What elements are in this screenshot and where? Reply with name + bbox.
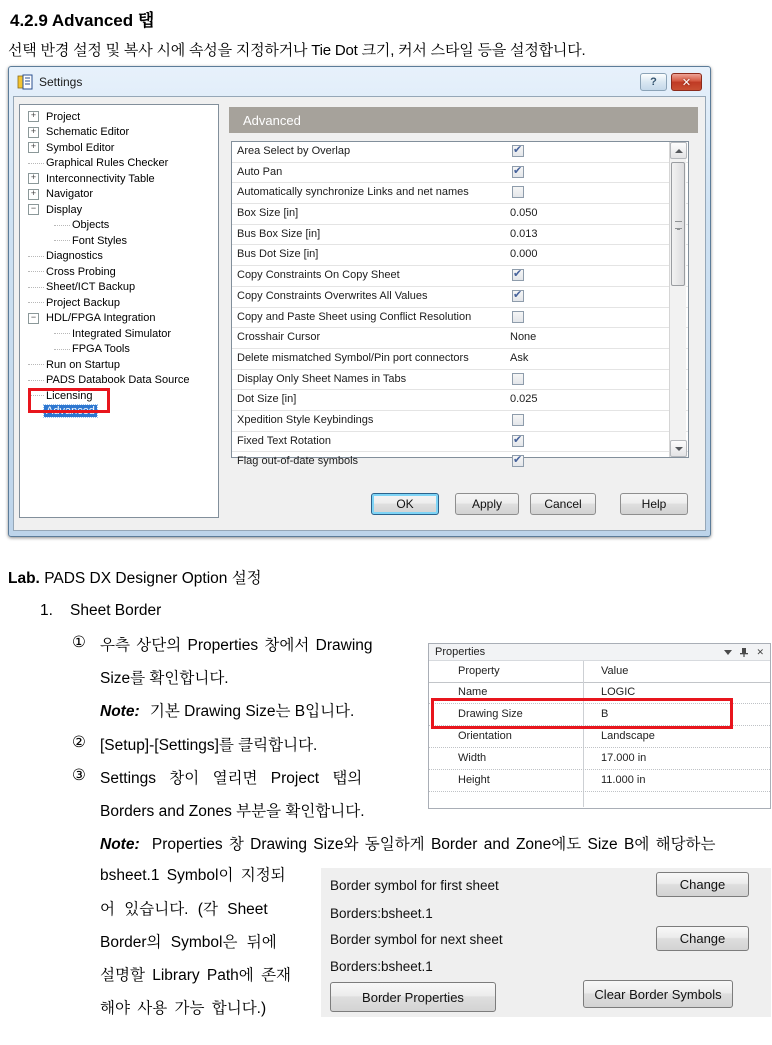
property-name: Orientation [458, 730, 512, 742]
lab-label: Lab. [8, 570, 40, 587]
property-value[interactable]: Landscape [601, 730, 655, 742]
tree-connector [28, 163, 44, 164]
property-row-height[interactable] [429, 770, 770, 792]
property-value[interactable]: 11.000 in [601, 774, 646, 786]
property-row-empty [429, 792, 770, 813]
tree-item-label: Symbol Editor [46, 141, 115, 154]
tree-item-label: Font Styles [72, 234, 128, 247]
step3-marker: ③ [72, 767, 86, 784]
tree-item-label: Run on Startup [46, 358, 120, 371]
apply-button[interactable]: Apply [455, 493, 519, 515]
step-number: 1. [40, 602, 53, 619]
step3-line1: Settings 창이 열리면 Project 탭의 [100, 770, 363, 787]
lab-heading [8, 566, 262, 588]
step2-line1: [Setup]-[Settings]를 클릭합니다. [100, 737, 318, 754]
tree-item-label: Cross Probing [46, 265, 116, 278]
option-label: Auto Pan [237, 165, 283, 178]
intro-text: 선택 반경 설정 및 복사 시에 속성을 지정하거나 Tie Dot 크기, 커서 스타일 등을 설정합니다. [8, 42, 586, 59]
option-label: Delete mismatched Symbol/Pin port connectors [237, 351, 469, 364]
note2-text: Properties 창 Drawing Size와 동일하게 Border and Zone에도 Size B에 해당하는 [151, 836, 716, 853]
tree-connector [28, 256, 44, 257]
tree-connector [28, 380, 44, 381]
ok-button[interactable]: OK [371, 493, 439, 515]
panel-header [229, 107, 698, 133]
step1-marker: ① [72, 634, 86, 651]
panel-close-icon[interactable]: ✕ [756, 646, 764, 657]
tree-connector [28, 271, 44, 272]
thumb-grip-icon [675, 221, 682, 229]
option-row-bus-dot-size-in[interactable] [232, 245, 688, 266]
checkbox-checked-icon[interactable] [512, 145, 524, 157]
tree-connector [54, 349, 70, 350]
property-value[interactable]: 17.000 in [601, 752, 647, 764]
option-label: Display Only Sheet Names in Tabs [237, 372, 407, 385]
note2-label: Note: [100, 836, 140, 853]
option-row-delete-mismatched-symbol-pin-port-connectors[interactable] [232, 349, 688, 370]
border-properties-button[interactable]: Border Properties [330, 982, 496, 1012]
expand-plus-icon[interactable]: + [28, 142, 39, 153]
change-first-button[interactable]: Change [656, 872, 749, 897]
note-label: Note: [100, 703, 140, 720]
page-title: 4.2.9 Advanced 탭 [10, 11, 155, 30]
tree-item-hdl-fpga-integration[interactable] [20, 311, 218, 327]
lab-title-text: PADS DX Designer Option 설정 [44, 570, 262, 587]
check-icon: ✔ [513, 144, 523, 156]
property-value[interactable]: B [601, 708, 609, 720]
option-row-automatically-synchronize-links-and-net-names[interactable] [232, 183, 688, 204]
option-label: Box Size [in] [237, 207, 299, 220]
tree-item-schematic-editor[interactable] [20, 125, 218, 141]
tree-item-pads-databook-data-source[interactable] [20, 373, 218, 389]
dialog-title: Settings [39, 75, 83, 89]
border-first-value: Borders:bsheet.1 [330, 906, 433, 921]
option-row-copy-and-paste-sheet-using-conflict-resolution[interactable] [232, 308, 688, 329]
option-label: Copy Constraints On Copy Sheet [237, 269, 400, 282]
tree-connector [54, 333, 70, 334]
border-panel [321, 868, 771, 1017]
option-row-auto-pan[interactable] [232, 163, 688, 184]
annotation-red-box-drawing-size [431, 698, 733, 729]
border-next-label: Border symbol for next sheet [330, 932, 503, 947]
tree-item-run-on-startup[interactable] [20, 357, 218, 373]
cont-line-3: Border의 Symbol은 뒤에 [100, 934, 277, 951]
checkbox-unchecked-icon[interactable] [512, 373, 524, 385]
option-value[interactable]: 0.050 [510, 207, 538, 220]
checkbox-unchecked-icon[interactable] [512, 311, 524, 323]
tree-item-fpga-tools[interactable] [20, 342, 218, 358]
option-row-xpedition-style-keybindings[interactable] [232, 411, 688, 432]
property-row-orientation[interactable] [429, 726, 770, 748]
cont-line-1: bsheet.1 Symbol이 지정되 [100, 867, 286, 884]
tree-item-label: Project Backup [46, 296, 120, 309]
option-value[interactable]: 0.013 [510, 227, 538, 240]
check-icon: ✔ [513, 433, 523, 446]
cancel-button[interactable]: Cancel [530, 493, 596, 515]
help-icon: ? [650, 76, 657, 88]
tree-item-interconnectivity-table[interactable] [20, 171, 218, 187]
option-label: Bus Dot Size [in] [237, 248, 319, 261]
properties-titlebar[interactable] [429, 644, 770, 661]
scroll-up-button[interactable] [670, 142, 687, 159]
step1-line1: 우측 상단의 Properties 창에서 Drawing [100, 637, 373, 654]
cont-line-5: 해야 사용 가능 합니다.) [100, 1000, 267, 1017]
annotation-red-box-advanced [28, 388, 110, 413]
step1-note [100, 699, 354, 721]
close-button[interactable] [671, 73, 702, 91]
option-label: Copy Constraints Overwrites All Values [237, 289, 428, 302]
properties-header [429, 661, 770, 683]
tree-item-integrated-simulator[interactable] [20, 326, 218, 342]
tree-item-label: HDL/FPGA Integration [46, 312, 156, 325]
lab-note2 [100, 832, 716, 854]
step-title: Sheet Border [70, 602, 162, 619]
checkbox-unchecked-icon[interactable] [512, 414, 524, 426]
checkbox-checked-icon[interactable] [512, 435, 524, 447]
checkbox-unchecked-icon[interactable] [512, 186, 524, 198]
option-label: Fixed Text Rotation [237, 434, 331, 447]
scroll-down-icon [675, 447, 683, 451]
settings-window-icon [17, 74, 33, 90]
scrollbar-thumb[interactable] [671, 162, 685, 286]
expand-plus-icon[interactable]: + [28, 189, 39, 200]
expand-minus-icon[interactable]: − [28, 204, 39, 215]
expand-minus-icon[interactable]: − [28, 313, 39, 324]
option-row-copy-constraints-on-copy-sheet[interactable] [232, 266, 688, 287]
checkbox-checked-icon[interactable] [512, 290, 524, 302]
options-scrollbar[interactable] [669, 142, 686, 457]
tree-item-symbol-editor[interactable] [20, 140, 218, 156]
property-name: Height [458, 774, 490, 786]
tree-connector [54, 240, 70, 241]
cont-line-4: 설명할 Library Path에 존재 [100, 967, 292, 984]
step1-line2: Size를 확인합니다. [100, 670, 229, 687]
dialog-titlebar[interactable] [11, 69, 708, 95]
pin-icon[interactable] [740, 648, 748, 657]
settings-tree [19, 104, 219, 518]
help-dialog-button[interactable]: Help [620, 493, 688, 515]
option-row-box-size-in[interactable] [232, 204, 688, 225]
tree-item-label: FPGA Tools [72, 343, 130, 356]
chevron-down-icon[interactable] [724, 649, 732, 655]
property-value[interactable]: LOGIC [601, 686, 636, 698]
tree-item-sheet-ict-backup[interactable] [20, 280, 218, 296]
tree-item-objects[interactable] [20, 218, 218, 234]
option-value[interactable]: 0.000 [510, 248, 538, 261]
option-label: Area Select by Overlap [237, 145, 351, 157]
tree-connector [28, 302, 44, 303]
check-icon: ✔ [513, 268, 523, 281]
expand-plus-icon[interactable]: + [28, 173, 39, 184]
note-text: 기본 Drawing Size는 B입니다. [149, 703, 355, 720]
close-icon: ✕ [681, 76, 692, 89]
column-value: Value [601, 665, 629, 677]
tree-connector [54, 225, 70, 226]
property-name: Width [458, 752, 487, 764]
panel-title: Advanced [243, 112, 301, 128]
tree-connector [28, 287, 44, 288]
option-label: Crosshair Cursor [237, 331, 321, 344]
step2-marker: ② [72, 734, 86, 751]
border-next-value: Borders:bsheet.1 [330, 959, 433, 974]
tree-item-label: Graphical Rules Checker [46, 157, 169, 170]
option-label: Flag out-of-date symbols [237, 455, 359, 468]
border-first-label: Border symbol for first sheet [330, 878, 499, 893]
settings-dialog [8, 66, 711, 537]
tree-item-label: Display [46, 203, 83, 216]
properties-title: Properties [435, 646, 486, 658]
tree-connector [28, 364, 44, 365]
expand-plus-icon[interactable]: + [28, 111, 39, 122]
checkbox-checked-icon[interactable] [512, 166, 524, 178]
tree-item-font-styles[interactable] [20, 233, 218, 249]
options-list [231, 141, 689, 468]
tree-item-diagnostics[interactable] [20, 249, 218, 265]
column-property: Property [458, 665, 500, 677]
tree-item-label: Schematic Editor [46, 126, 130, 139]
tree-item-label: Project [46, 110, 81, 123]
option-row-fixed-text-rotation[interactable] [232, 432, 688, 453]
option-row-flag-out-of-date-symbols[interactable] [232, 452, 688, 472]
tree-item-navigator[interactable] [20, 187, 218, 203]
tree-item-project-backup[interactable] [20, 295, 218, 311]
option-row-bus-box-size-in[interactable] [232, 225, 688, 246]
option-label: Xpedition Style Keybindings [237, 413, 374, 426]
property-row-width[interactable] [429, 748, 770, 770]
tree-item-label: PADS Databook Data Source [46, 374, 190, 387]
step3-line2: Borders and Zones 부분을 확인합니다. [100, 803, 365, 820]
scroll-down-button[interactable] [670, 440, 687, 457]
tree-item-label: Navigator [46, 188, 94, 201]
tree-item-label: Integrated Simulator [72, 327, 172, 340]
change-next-button[interactable]: Change [656, 926, 749, 951]
tree-item-project[interactable] [20, 109, 218, 125]
option-label: Bus Box Size [in] [237, 227, 321, 240]
check-icon: ✔ [513, 288, 523, 301]
scroll-up-icon [675, 149, 683, 153]
option-row-copy-constraints-overwrites-all-values[interactable] [232, 287, 688, 308]
tree-item-label: Licensing [46, 389, 93, 402]
tree-item-cross-probing[interactable] [20, 264, 218, 280]
option-label: Automatically synchronize Links and net names [237, 186, 469, 199]
option-label: Dot Size [in] [237, 393, 297, 406]
option-value[interactable]: Ask [510, 351, 529, 364]
property-name: Name [458, 686, 488, 698]
tree-item-label: Diagnostics [46, 250, 103, 263]
tree-item-graphical-rules-checker[interactable] [20, 156, 218, 172]
tree-item-label: Sheet/ICT Backup [46, 281, 136, 294]
check-icon: ✔ [513, 164, 523, 177]
option-row-display-only-sheet-names-in-tabs[interactable] [232, 370, 688, 391]
tree-item-label: Objects [72, 219, 110, 232]
check-icon: ✔ [513, 454, 523, 467]
expand-plus-icon[interactable]: + [28, 127, 39, 138]
clear-border-symbols-button[interactable]: Clear Border Symbols [583, 980, 733, 1008]
option-row-area-select-by-overlap[interactable] [232, 142, 688, 163]
cont-line-2: 어 있습니다. (각 Sheet [100, 901, 268, 918]
option-row-crosshair-cursor[interactable] [232, 328, 688, 349]
property-name: Drawing Size [458, 708, 523, 720]
help-button[interactable] [640, 73, 667, 91]
option-value[interactable]: None [510, 331, 537, 344]
tree-item-display[interactable] [20, 202, 218, 218]
option-row-dot-size-in[interactable] [232, 390, 688, 411]
option-value[interactable]: 0.025 [510, 393, 538, 406]
checkbox-checked-icon[interactable] [512, 455, 524, 467]
option-label: Copy and Paste Sheet using Conflict Resolution [237, 310, 472, 323]
tree-item-label: Advanced [46, 405, 95, 418]
checkbox-checked-icon[interactable] [512, 269, 524, 281]
tree-item-label: Interconnectivity Table [46, 172, 155, 185]
